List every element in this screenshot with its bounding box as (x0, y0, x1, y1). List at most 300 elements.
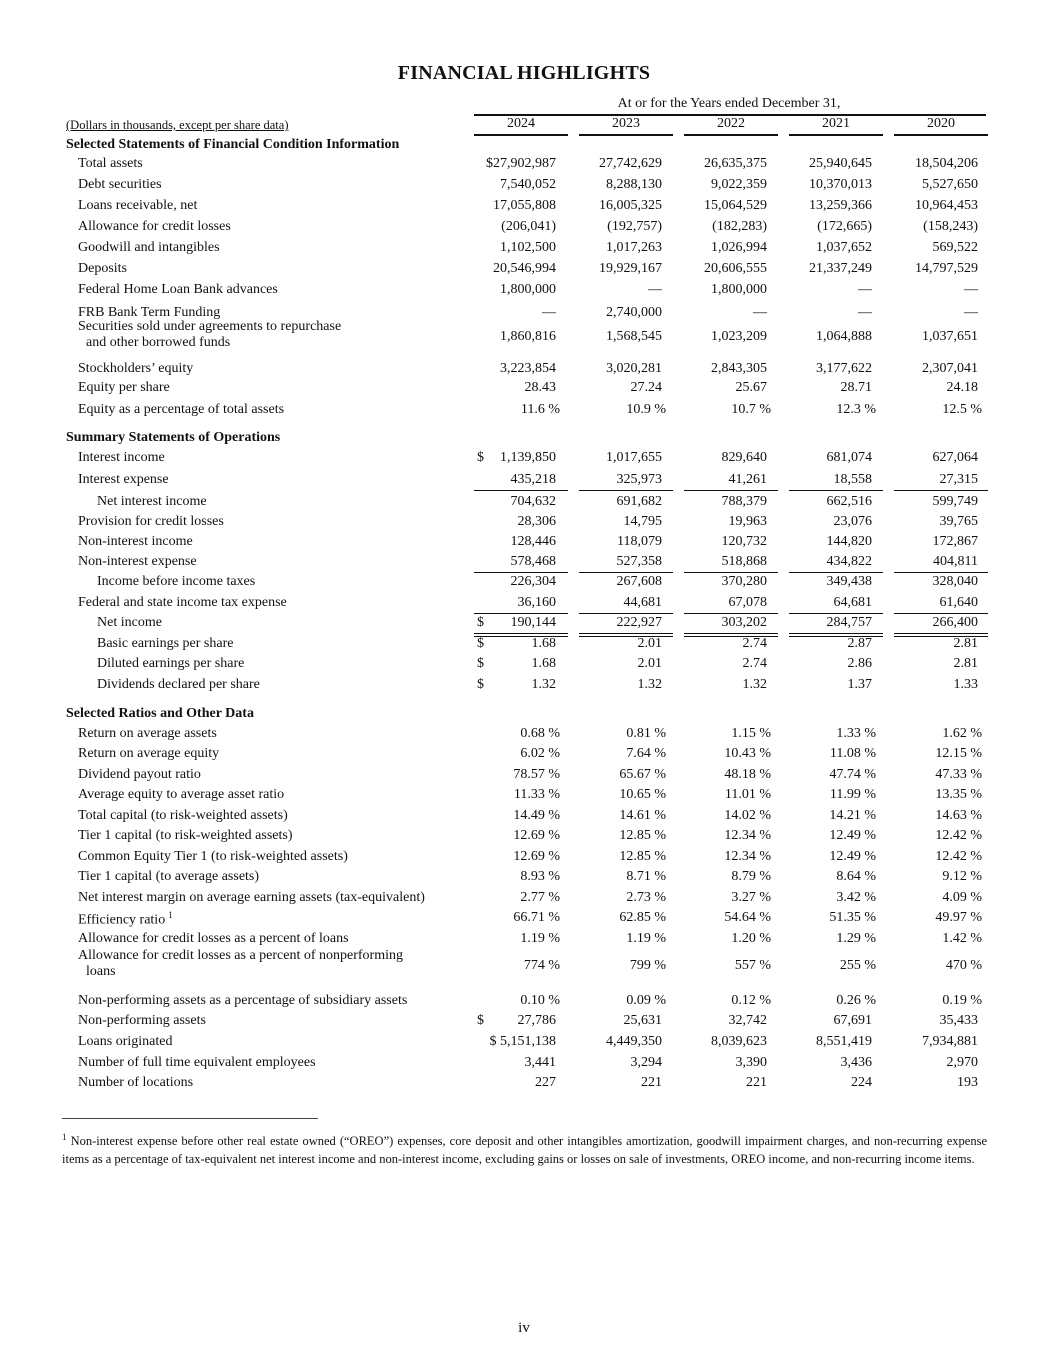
year-header: 2020 (894, 116, 988, 136)
cell-2021: 64,681 (833, 595, 872, 610)
cell-2023: 0.09 % (626, 993, 666, 1008)
subtotal-rule (894, 572, 988, 573)
row-label-text: Common Equity Tier 1 (to risk-weighted assets) (78, 849, 348, 864)
cell-2022: 15,064,529 (704, 198, 767, 213)
row-label (78, 890, 425, 906)
row-label-text: Basic earnings per share (97, 636, 234, 651)
cell-2020: 2,307,041 (922, 361, 978, 376)
row-label (78, 993, 407, 1009)
cell-2023: 14,795 (623, 514, 662, 529)
cell-2024: 8.93 % (520, 869, 560, 884)
cell-2020: 2,970 (946, 1055, 978, 1070)
cell-2024: 1.68 (531, 656, 556, 671)
cell-2023: 1,568,545 (606, 329, 662, 344)
cell-2021: 11.99 % (829, 787, 876, 802)
cell-2021: 662,516 (826, 494, 872, 509)
table-row (0, 910, 1048, 930)
cell-2023: 3,020,281 (606, 361, 662, 376)
table-row (0, 726, 1048, 746)
row-label (78, 849, 348, 865)
table-row (0, 1034, 1048, 1054)
cell-2024: 227 (535, 1075, 556, 1090)
cell-2020: 5,527,650 (922, 177, 978, 192)
cell-2023: 12.85 % (619, 828, 666, 843)
table-row (0, 472, 1048, 492)
row-label-text: Stockholders’ equity (78, 361, 194, 376)
period-header: At or for the Years ended December 31, (617, 96, 841, 111)
row-label-text: Federal Home Loan Bank advances (78, 282, 278, 297)
table-row (0, 574, 1048, 594)
row-label (78, 787, 284, 803)
cell-2020: 47.33 % (935, 767, 982, 782)
row-label (78, 869, 259, 885)
row-label (78, 948, 403, 980)
cell-2021: 12.49 % (829, 828, 876, 843)
table-row (0, 514, 1048, 534)
cell-2020: 12.42 % (935, 828, 982, 843)
cell-2021: 13,259,366 (809, 198, 872, 213)
dollar-sign: $ (477, 677, 484, 692)
cell-2021: 1.37 (847, 677, 872, 692)
row-label-text: Tier 1 capital (to risk-weighted assets) (78, 828, 293, 843)
cell-2022: 1.32 (742, 677, 767, 692)
row-label-text: Goodwill and intangibles (78, 240, 220, 255)
cell-2021: 144,820 (826, 534, 872, 549)
cell-2020: 328,040 (932, 574, 978, 589)
dollar-sign: $ (477, 615, 484, 630)
row-label (78, 514, 224, 530)
subtotal-rule (684, 490, 778, 491)
table-row (0, 787, 1048, 807)
units-note: (Dollars in thousands, except per share data) (66, 118, 289, 132)
cell-2022: 54.64 % (724, 910, 771, 925)
cell-2023: 65.67 % (619, 767, 666, 782)
cell-2021: 18,558 (833, 472, 872, 487)
row-label (78, 534, 193, 550)
cell-2022: 26,635,375 (704, 156, 767, 171)
cell-2021: 2.87 (847, 636, 872, 651)
cell-2022: 8.79 % (731, 869, 771, 884)
cell-2024: 1.68 (531, 636, 556, 651)
cell-2024: 435,218 (510, 472, 556, 487)
cell-2022: 8,039,623 (711, 1034, 767, 1049)
row-label (78, 910, 173, 929)
cell-2023: 527,358 (616, 554, 662, 569)
cell-2024: 11.6 % (520, 402, 560, 417)
cell-2021: 21,337,249 (809, 261, 872, 276)
cell-2020: 27,315 (939, 472, 978, 487)
cell-2023: 7.64 % (626, 746, 666, 761)
cell-2021: 51.35 % (829, 910, 876, 925)
section-heading (0, 137, 1048, 157)
cell-2022: 10.43 % (724, 746, 771, 761)
cell-2024: 28.43 (524, 380, 556, 395)
cell-2020: 12.42 % (935, 849, 982, 864)
cell-2020: 10,964,453 (915, 198, 978, 213)
cell-2022: 1,800,000 (711, 282, 767, 297)
section-heading (0, 706, 1048, 726)
row-label-text: Return on average assets (78, 726, 217, 741)
table-row (0, 402, 1048, 422)
page-title: FINANCIAL HIGHLIGHTS (397, 62, 651, 84)
cell-2021: 681,074 (826, 450, 872, 465)
row-label-continued: and other borrowed funds (86, 335, 231, 350)
cell-2023: 222,927 (616, 615, 662, 630)
row-label (97, 636, 233, 652)
table-row (0, 890, 1048, 910)
table-row (0, 948, 1048, 979)
cell-2024: 28,306 (517, 514, 556, 529)
cell-2022: 3,390 (735, 1055, 767, 1070)
cell-2023: 2.73 % (626, 890, 666, 905)
cell-2022: 0.12 % (731, 993, 771, 1008)
cell-2021: 1.33 % (836, 726, 876, 741)
cell-2024: 12.69 % (513, 849, 560, 864)
cell-2022: 2.74 (742, 656, 767, 671)
table-row (0, 177, 1048, 197)
cell-2020: 9.12 % (942, 869, 982, 884)
cell-2023: (192,757) (607, 219, 662, 234)
row-label (78, 380, 170, 396)
table-row (0, 282, 1048, 302)
cell-2021: 1,037,652 (816, 240, 872, 255)
row-label-text: Loans originated (78, 1034, 173, 1049)
section-title: Summary Statements of Operations (66, 430, 281, 445)
row-label (78, 1055, 316, 1071)
row-label (78, 726, 217, 742)
cell-2021: 14.21 % (829, 808, 876, 823)
cell-2020: 193 (957, 1075, 978, 1090)
cell-2023: 325,973 (616, 472, 662, 487)
cell-2020: 12.15 % (935, 746, 982, 761)
cell-2024: 128,446 (510, 534, 556, 549)
cell-2024: 17,055,808 (493, 198, 556, 213)
cell-2024: $27,902,987 (486, 156, 556, 171)
cell-2024: 1,800,000 (500, 282, 556, 297)
cell-2021: 8,551,419 (816, 1034, 872, 1049)
cell-2020: 14,797,529 (915, 261, 978, 276)
cell-2022: 2,843,305 (711, 361, 767, 376)
row-label-text: Allowance for credit losses as a percent of nonperforming (78, 948, 403, 963)
cell-2020: 2.81 (953, 656, 978, 671)
row-label (78, 402, 284, 418)
table-row (0, 1075, 1048, 1095)
row-label-text: Diluted earnings per share (97, 656, 245, 671)
row-label-text: Federal and state income tax expense (78, 595, 287, 610)
cell-2023: 0.81 % (626, 726, 666, 741)
cell-2024: 1.19 % (520, 931, 560, 946)
table-row (0, 656, 1048, 676)
cell-2023: 8,288,130 (606, 177, 662, 192)
cell-2022: 14.02 % (724, 808, 771, 823)
cell-2023: 118,079 (617, 534, 662, 549)
row-label-text: Loans receivable, net (78, 198, 198, 213)
table-row (0, 595, 1048, 615)
cell-2022: 2.74 (742, 636, 767, 651)
table-row (0, 198, 1048, 218)
cell-2022: 221 (746, 1075, 767, 1090)
cell-2023: 799 % (629, 958, 666, 973)
row-label (78, 261, 127, 277)
cell-2023: 8.71 % (626, 869, 666, 884)
cell-2021: 0.26 % (836, 993, 876, 1008)
cell-2022: 20,606,555 (704, 261, 767, 276)
cell-2020: 39,765 (939, 514, 978, 529)
cell-2023: 4,449,350 (606, 1034, 662, 1049)
subtotal-rule (579, 572, 673, 573)
row-label-text: Average equity to average asset ratio (78, 787, 285, 802)
cell-2022: 1,023,209 (711, 329, 767, 344)
cell-2020: 13.35 % (935, 787, 982, 802)
cell-2021: 1,064,888 (816, 329, 872, 344)
cell-2024: 27,786 (517, 1013, 556, 1028)
cell-2020: 24.18 (946, 380, 978, 395)
subtotal-rule (579, 613, 673, 614)
cell-2024: $ 5,151,138 (489, 1034, 556, 1049)
table-row (0, 156, 1048, 176)
cell-2021: — (858, 282, 872, 297)
table-row (0, 450, 1048, 470)
row-label-text: Dividend payout ratio (78, 767, 201, 782)
cell-2024: (206,041) (501, 219, 556, 234)
cell-2024: 774 % (523, 958, 560, 973)
table-row (0, 808, 1048, 828)
row-label-text: Dividends declared per share (97, 677, 260, 692)
row-label (78, 282, 278, 298)
row-label (78, 319, 341, 351)
cell-2023: 1.19 % (626, 931, 666, 946)
dollar-sign: $ (477, 656, 484, 671)
cell-2021: 2.86 (847, 656, 872, 671)
table-row (0, 677, 1048, 697)
cell-2020: — (964, 282, 978, 297)
row-label (78, 472, 169, 488)
table-row (0, 849, 1048, 869)
cell-2024: 36,160 (517, 595, 556, 610)
subtotal-rule (789, 490, 883, 491)
cell-2023: 1,017,655 (606, 450, 662, 465)
cell-2024: 1,860,816 (500, 329, 556, 344)
row-label (78, 554, 197, 570)
row-label-text: Non-performing assets (78, 1013, 206, 1028)
cell-2024: 6.02 % (520, 746, 560, 761)
table-row (0, 361, 1048, 381)
cell-2022: 1.15 % (731, 726, 771, 741)
table-row (0, 494, 1048, 514)
cell-2021: 255 % (839, 958, 876, 973)
cell-2021: 25,940,645 (809, 156, 872, 171)
table-row (0, 869, 1048, 889)
row-label-text: Allowance for credit losses (78, 219, 231, 234)
cell-2023: 691,682 (616, 494, 662, 509)
cell-2024: 1,102,500 (500, 240, 556, 255)
cell-2024: 578,468 (510, 554, 556, 569)
cell-2022: 48.18 % (724, 767, 771, 782)
section-heading (0, 430, 1048, 450)
row-label-text: Allowance for credit losses as a percent of loans (78, 931, 349, 946)
table-row (0, 1013, 1048, 1033)
cell-2021: 3,436 (840, 1055, 872, 1070)
cell-2020: (158,243) (923, 219, 978, 234)
cell-2024: 20,546,994 (493, 261, 556, 276)
row-label (97, 656, 244, 672)
cell-2022: 557 % (734, 958, 771, 973)
table-row (0, 319, 1048, 350)
row-label-text: Debt securities (78, 177, 162, 192)
table-row (0, 554, 1048, 574)
cell-2020: 14.63 % (935, 808, 982, 823)
table-row (0, 615, 1048, 635)
cell-2022: 120,732 (721, 534, 767, 549)
cell-2023: 10.65 % (619, 787, 666, 802)
cell-2021: 23,076 (833, 514, 872, 529)
cell-2020: 7,934,881 (922, 1034, 978, 1049)
row-label-text: FRB Bank Term Funding (78, 305, 221, 320)
cell-2021: 8.64 % (836, 869, 876, 884)
cell-2022: 41,261 (728, 472, 767, 487)
row-label-text: Tier 1 capital (to average assets) (78, 869, 260, 884)
table-row (0, 219, 1048, 239)
page-number: iv (518, 1320, 530, 1336)
section-title: Selected Ratios and Other Data (66, 706, 254, 721)
cell-2020: 1.33 (953, 677, 978, 692)
cell-2024: — (542, 305, 556, 320)
cell-2023: 16,005,325 (599, 198, 662, 213)
footnote-rule (62, 1118, 318, 1119)
table-row (0, 380, 1048, 400)
row-label (78, 1034, 172, 1050)
row-label (97, 677, 260, 693)
cell-2021: 349,438 (826, 574, 872, 589)
cell-2021: 434,822 (826, 554, 872, 569)
cell-2022: 3.27 % (731, 890, 771, 905)
subtotal-rule (684, 613, 778, 614)
cell-2023: 12.85 % (619, 849, 666, 864)
footnote-text: Non-interest expense before other real estate owned (“OREO”) expenses, core deposit and other intangibles amortization, goodwill impairment charges, and non-recurring expense items as a percentage of tax-equivalent net interest income and non-interest income, excluding gains or losses on sale of investments, OREO income, and non-recurring income items. (62, 1134, 987, 1167)
row-label-text: Interest expense (78, 472, 169, 487)
dollar-sign: $ (477, 450, 484, 465)
row-label (78, 219, 231, 235)
cell-2023: 2,740,000 (606, 305, 662, 320)
row-label (78, 828, 293, 844)
row-label (78, 931, 349, 947)
row-label-text: Number of full time equivalent employees (78, 1055, 316, 1070)
row-label (78, 746, 219, 762)
row-label (78, 361, 193, 377)
cell-2022: (182,283) (712, 219, 767, 234)
row-label-text: Interest income (78, 450, 165, 465)
cell-2022: 11.01 % (724, 787, 771, 802)
cell-2022: 1,026,994 (711, 240, 767, 255)
cell-2020: 12.5 % (942, 402, 982, 417)
cell-2021: 12.3 % (836, 402, 876, 417)
row-label-text: Net interest income (97, 494, 207, 509)
subtotal-rule (789, 572, 883, 573)
cell-2023: 2.01 (637, 656, 662, 671)
cell-2024: 1.32 (531, 677, 556, 692)
cell-2024: 704,632 (510, 494, 556, 509)
cell-2022: 25.67 (735, 380, 767, 395)
row-label-text: Equity per share (78, 380, 170, 395)
row-label (78, 1075, 193, 1091)
cell-2021: — (858, 305, 872, 320)
cell-2020: 569,522 (932, 240, 978, 255)
row-label (78, 1013, 206, 1029)
subtotal-rule (579, 490, 673, 491)
cell-2020: 0.19 % (942, 993, 982, 1008)
cell-2024: 7,540,052 (500, 177, 556, 192)
cell-2020: 1.42 % (942, 931, 982, 946)
row-label-continued: loans (86, 964, 116, 979)
row-label (78, 198, 197, 214)
cell-2022: 12.34 % (724, 849, 771, 864)
cell-2020: 266,400 (932, 615, 978, 630)
cell-2024: 12.69 % (513, 828, 560, 843)
cell-2024: 1,139,850 (500, 450, 556, 465)
row-label (78, 156, 143, 172)
cell-2020: — (964, 305, 978, 320)
cell-2022: 12.34 % (724, 828, 771, 843)
table-row (0, 240, 1048, 260)
cell-2022: 9,022,359 (711, 177, 767, 192)
row-label-text: Net interest margin on average earning assets (tax-equivalent) (78, 890, 425, 905)
row-label (78, 450, 165, 466)
cell-2020: 599,749 (932, 494, 978, 509)
cell-2023: 27.24 (630, 380, 662, 395)
row-label (78, 240, 220, 256)
subtotal-rule (894, 613, 988, 614)
row-label-text: Equity as a percentage of total assets (78, 402, 285, 417)
cell-2023: — (648, 282, 662, 297)
year-header: 2024 (474, 116, 568, 136)
row-label-text: Total capital (to risk-weighted assets) (78, 808, 288, 823)
cell-2023: 14.61 % (619, 808, 666, 823)
cell-2021: 10,370,013 (809, 177, 872, 192)
row-label (78, 177, 162, 193)
subtotal-rule (789, 613, 883, 614)
cell-2023: 3,294 (630, 1055, 662, 1070)
cell-2022: — (753, 305, 767, 320)
cell-2020: 2.81 (953, 636, 978, 651)
cell-2021: 11.08 % (829, 746, 876, 761)
cell-2024: 2.77 % (520, 890, 560, 905)
cell-2023: 1.32 (637, 677, 662, 692)
table-row (0, 767, 1048, 787)
table-row (0, 746, 1048, 766)
row-label (97, 494, 207, 510)
cell-2024: 14.49 % (513, 808, 560, 823)
table-row (0, 828, 1048, 848)
cell-2024: 78.57 % (513, 767, 560, 782)
cell-2020: 35,433 (939, 1013, 978, 1028)
cell-2024: 11.33 % (513, 787, 560, 802)
cell-2024: 3,441 (524, 1055, 556, 1070)
cell-2023: 44,681 (623, 595, 662, 610)
cell-2020: 172,867 (932, 534, 978, 549)
row-label-text: Deposits (78, 261, 127, 276)
table-row (0, 534, 1048, 554)
cell-2022: 32,742 (728, 1013, 767, 1028)
row-label (78, 808, 288, 824)
table-row (0, 636, 1048, 656)
cell-2023: 1,017,263 (606, 240, 662, 255)
cell-2021: 28.71 (840, 380, 872, 395)
row-label-text: Non-performing assets as a percentage of subsidiary assets (78, 993, 408, 1008)
cell-2020: 4.09 % (942, 890, 982, 905)
cell-2021: 1.29 % (836, 931, 876, 946)
cell-2023: 2.01 (637, 636, 662, 651)
row-label-text: Income before income taxes (97, 574, 256, 589)
